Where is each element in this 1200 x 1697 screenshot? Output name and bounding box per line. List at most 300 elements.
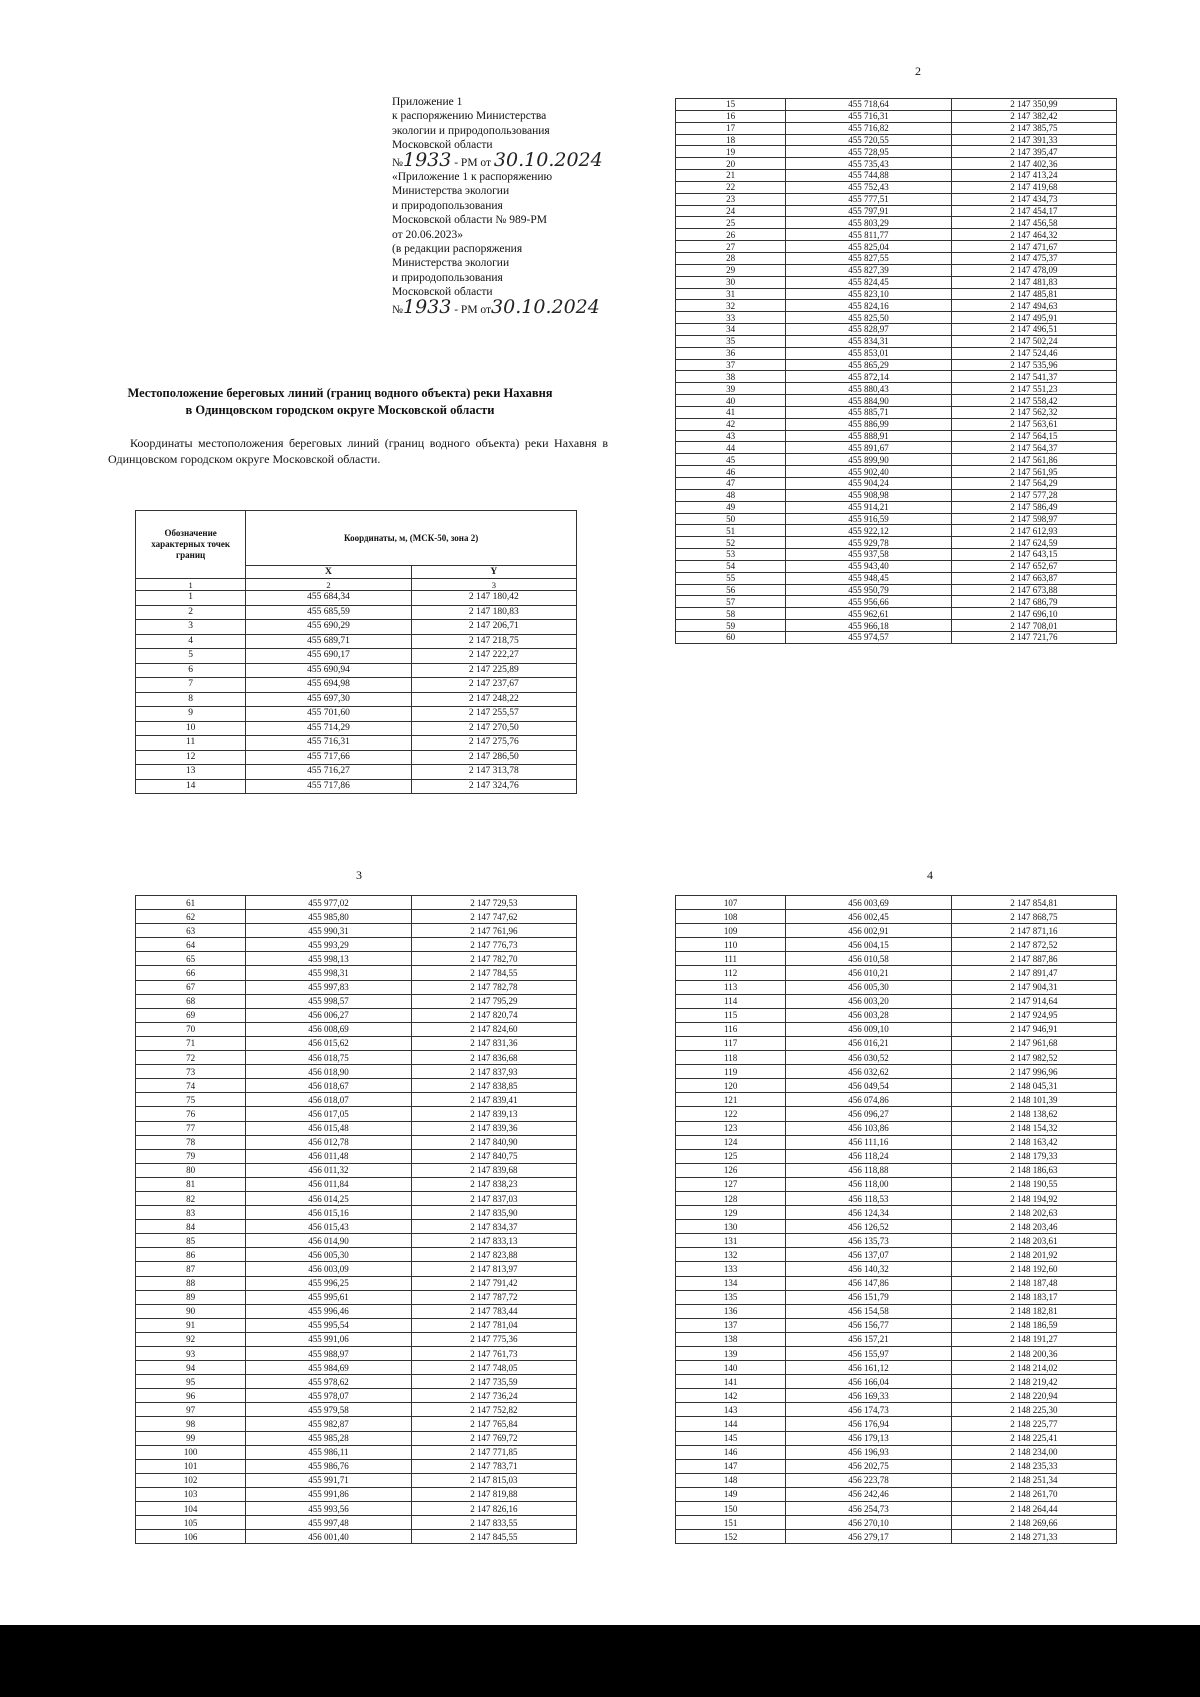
y-coordinate-cell: 2 147 456,58 — [951, 217, 1116, 229]
y-coordinate-cell: 2 147 478,09 — [951, 264, 1116, 276]
table-row — [676, 134, 1117, 146]
y-coordinate-cell: 2 148 202,63 — [951, 1206, 1116, 1220]
point-number-cell: 27 — [676, 241, 786, 253]
table-row — [136, 1220, 577, 1234]
table-row — [136, 1234, 577, 1248]
x-coordinate-cell: 455 714,29 — [246, 721, 411, 736]
y-coordinate-cell: 2 147 820,74 — [411, 1008, 576, 1022]
x-coordinate-cell: 456 161,12 — [786, 1361, 951, 1375]
table-row — [676, 478, 1117, 490]
y-coordinate-cell: 2 148 045,31 — [951, 1079, 1116, 1093]
y-coordinate-cell: 2 148 261,70 — [951, 1487, 1116, 1501]
y-coordinate-cell: 2 147 541,37 — [951, 371, 1116, 383]
table-row — [676, 454, 1117, 466]
x-coordinate-cell: 455 685,59 — [246, 605, 411, 620]
point-number-cell: 109 — [676, 924, 786, 938]
x-coordinate-cell: 455 978,62 — [246, 1375, 411, 1389]
point-number-cell: 122 — [676, 1107, 786, 1121]
x-coordinate-cell: 455 914,21 — [786, 501, 951, 513]
x-coordinate-cell: 455 823,10 — [786, 288, 951, 300]
y-coordinate-cell: 2 147 747,62 — [411, 910, 576, 924]
y-coordinate-cell: 2 147 784,55 — [411, 966, 576, 980]
table-row — [676, 300, 1117, 312]
x-coordinate-cell: 455 690,94 — [246, 663, 411, 678]
point-number-cell: 50 — [676, 513, 786, 525]
x-coordinate-cell: 455 697,30 — [246, 692, 411, 707]
point-number-cell: 136 — [676, 1304, 786, 1318]
y-coordinate-cell: 2 147 813,97 — [411, 1262, 576, 1276]
x-coordinate-cell: 455 690,29 — [246, 620, 411, 635]
point-number-cell: 117 — [676, 1036, 786, 1050]
point-number-cell: 138 — [676, 1332, 786, 1346]
x-coordinate-cell: 455 929,78 — [786, 537, 951, 549]
y-coordinate-cell: 2 147 839,36 — [411, 1121, 576, 1135]
x-coordinate-cell: 455 993,56 — [246, 1502, 411, 1516]
x-coordinate-cell: 456 003,09 — [246, 1262, 411, 1276]
y-coordinate-cell: 2 147 612,93 — [951, 525, 1116, 537]
y-coordinate-cell: 2 147 382,42 — [951, 110, 1116, 122]
x-coordinate-cell: 456 151,79 — [786, 1290, 951, 1304]
y-coordinate-cell: 2 148 201,92 — [951, 1248, 1116, 1262]
table-row — [676, 1516, 1117, 1530]
x-coordinate-cell: 456 137,07 — [786, 1248, 951, 1262]
y-coordinate-cell: 2 147 868,75 — [951, 910, 1116, 924]
y-coordinate-cell: 2 147 887,86 — [951, 952, 1116, 966]
y-coordinate-cell: 2 147 769,72 — [411, 1431, 576, 1445]
y-coordinate-cell: 2 147 823,88 — [411, 1248, 576, 1262]
table-row — [676, 631, 1117, 643]
x-coordinate-cell: 455 718,64 — [786, 99, 951, 111]
table-row — [676, 264, 1117, 276]
document-title — [80, 385, 600, 419]
table-row — [676, 549, 1117, 561]
y-coordinate-cell: 2 148 101,39 — [951, 1093, 1116, 1107]
document-page-4 — [655, 850, 1175, 1620]
x-coordinate-cell: 456 147,86 — [786, 1276, 951, 1290]
table-row — [136, 1262, 577, 1276]
x-coordinate-cell: 455 962,61 — [786, 608, 951, 620]
table-row — [676, 1191, 1117, 1205]
y-coordinate-cell: 2 147 729,53 — [411, 896, 576, 910]
y-coordinate-cell: 2 147 854,81 — [951, 896, 1116, 910]
y-coordinate-cell: 2 147 495,91 — [951, 312, 1116, 324]
x-coordinate-cell: 455 991,06 — [246, 1332, 411, 1346]
y-coordinate-cell: 2 147 837,93 — [411, 1065, 576, 1079]
table-row — [676, 1276, 1117, 1290]
y-coordinate-cell: 2 147 826,16 — [411, 1502, 576, 1516]
table-row — [676, 952, 1117, 966]
annex-line: к распоряжению Министерства — [392, 110, 547, 123]
annex-line: (в редакции распоряжения — [392, 243, 523, 256]
table-row — [676, 241, 1117, 253]
table-row — [676, 146, 1117, 158]
point-number-cell: 80 — [136, 1163, 246, 1177]
y-coordinate-cell: 2 147 761,96 — [411, 924, 576, 938]
point-number-cell: 19 — [676, 146, 786, 158]
x-coordinate-cell: 455 922,12 — [786, 525, 951, 537]
point-number-cell: 114 — [676, 994, 786, 1008]
x-coordinate-cell: 455 797,91 — [786, 205, 951, 217]
x-coordinate-cell: 456 018,75 — [246, 1051, 411, 1065]
table-row — [676, 1177, 1117, 1191]
x-coordinate-cell: 455 950,79 — [786, 584, 951, 596]
point-number-cell: 86 — [136, 1248, 246, 1262]
table-row — [136, 1445, 577, 1459]
table-row — [136, 692, 577, 707]
y-coordinate-cell: 2 147 180,42 — [411, 591, 576, 606]
annex-line: «Приложение 1 к распоряжению — [392, 171, 553, 184]
x-coordinate-cell: 455 899,90 — [786, 454, 951, 466]
document-page-2 — [655, 40, 1175, 840]
x-coordinate-cell: 456 030,52 — [786, 1051, 951, 1065]
table-row — [136, 1487, 577, 1501]
table-row — [676, 560, 1117, 572]
table-row — [136, 910, 577, 924]
table-row — [136, 994, 577, 1008]
point-number-cell: 83 — [136, 1206, 246, 1220]
x-coordinate-cell: 456 018,67 — [246, 1079, 411, 1093]
y-coordinate-cell: 2 148 154,32 — [951, 1121, 1116, 1135]
y-coordinate-cell: 2 148 183,17 — [951, 1290, 1116, 1304]
y-coordinate-cell: 2 147 914,64 — [951, 994, 1116, 1008]
point-number-cell: 21 — [676, 170, 786, 182]
point-number-cell: 54 — [676, 560, 786, 572]
x-coordinate-cell: 455 986,11 — [246, 1445, 411, 1459]
table-row — [676, 229, 1117, 241]
y-coordinate-cell: 2 147 783,71 — [411, 1459, 576, 1473]
point-number-cell: 75 — [136, 1093, 246, 1107]
x-coordinate-cell: 456 011,48 — [246, 1149, 411, 1163]
point-number-cell: 76 — [136, 1107, 246, 1121]
y-coordinate-cell: 2 147 564,29 — [951, 478, 1116, 490]
handwritten-order-date: 30.10.2024 — [493, 148, 603, 171]
point-number-cell: 13 — [136, 765, 246, 780]
y-coordinate-cell: 2 147 598,97 — [951, 513, 1116, 525]
x-coordinate-cell: 455 777,51 — [786, 193, 951, 205]
y-coordinate-cell: 2 148 225,77 — [951, 1417, 1116, 1431]
y-coordinate-cell: 2 147 996,96 — [951, 1065, 1116, 1079]
table-row — [676, 1079, 1117, 1093]
y-coordinate-cell: 2 147 324,76 — [411, 779, 576, 794]
point-number-cell: 139 — [676, 1347, 786, 1361]
table-row — [676, 158, 1117, 170]
x-coordinate-cell: 456 223,78 — [786, 1473, 951, 1487]
y-coordinate-cell: 2 147 652,67 — [951, 560, 1116, 572]
y-coordinate-cell: 2 148 194,92 — [951, 1191, 1116, 1205]
point-number-cell: 104 — [136, 1502, 246, 1516]
point-number-cell: 1 — [136, 591, 246, 606]
handwritten-order-date-2: 30.10.2024 — [491, 295, 600, 318]
point-number-cell: 150 — [676, 1502, 786, 1516]
x-coordinate-cell: 456 018,90 — [246, 1065, 411, 1079]
table-row — [676, 1220, 1117, 1234]
point-number-cell: 152 — [676, 1530, 786, 1544]
y-coordinate-cell: 2 147 815,03 — [411, 1473, 576, 1487]
point-number-cell: 141 — [676, 1375, 786, 1389]
table-row — [136, 1248, 577, 1262]
point-number-cell: 34 — [676, 324, 786, 336]
x-coordinate-cell: 455 888,91 — [786, 430, 951, 442]
point-number-cell: 123 — [676, 1121, 786, 1135]
x-coordinate-cell: 455 853,01 — [786, 347, 951, 359]
table-row — [676, 1022, 1117, 1036]
table-row — [136, 1093, 577, 1107]
table-row — [676, 110, 1117, 122]
y-coordinate-cell: 2 147 836,68 — [411, 1051, 576, 1065]
point-number-cell: 69 — [136, 1008, 246, 1022]
x-coordinate-cell: 456 169,33 — [786, 1389, 951, 1403]
point-number-cell: 112 — [676, 966, 786, 980]
point-number-cell: 40 — [676, 395, 786, 407]
y-coordinate-cell: 2 147 551,23 — [951, 383, 1116, 395]
y-coordinate-cell: 2 148 235,33 — [951, 1459, 1116, 1473]
x-coordinate-cell: 455 904,24 — [786, 478, 951, 490]
point-number-cell: 35 — [676, 335, 786, 347]
table-row — [676, 537, 1117, 549]
table-row — [136, 980, 577, 994]
table-row — [676, 584, 1117, 596]
point-number-cell: 78 — [136, 1135, 246, 1149]
table-row — [676, 1036, 1117, 1050]
table-row — [136, 924, 577, 938]
x-coordinate-cell: 456 202,75 — [786, 1459, 951, 1473]
y-coordinate-cell: 2 147 564,37 — [951, 442, 1116, 454]
point-number-cell: 124 — [676, 1135, 786, 1149]
x-coordinate-cell: 455 716,27 — [246, 765, 411, 780]
x-coordinate-cell: 456 124,34 — [786, 1206, 951, 1220]
x-coordinate-cell: 455 735,43 — [786, 158, 951, 170]
annex-line: от 20.06.2023» — [392, 228, 463, 241]
table-row — [676, 383, 1117, 395]
point-number-cell: 95 — [136, 1375, 246, 1389]
x-coordinate-cell: 455 986,76 — [246, 1459, 411, 1473]
y-coordinate-cell: 2 147 558,42 — [951, 395, 1116, 407]
x-coordinate-cell: 456 017,05 — [246, 1107, 411, 1121]
x-coordinate-cell: 456 010,21 — [786, 966, 951, 980]
y-coordinate-cell: 2 147 395,47 — [951, 146, 1116, 158]
point-number-cell: 59 — [676, 620, 786, 632]
point-number-cell: 28 — [676, 252, 786, 264]
coordinates-table-page-4 — [675, 895, 1117, 1544]
table-row — [676, 489, 1117, 501]
table-row — [676, 1502, 1117, 1516]
point-number-cell: 106 — [136, 1530, 246, 1544]
point-number-cell: 64 — [136, 938, 246, 952]
table-row — [676, 980, 1117, 994]
point-number-cell: 66 — [136, 966, 246, 980]
table-row — [676, 1347, 1117, 1361]
x-coordinate-cell: 456 012,78 — [246, 1135, 411, 1149]
intro-paragraph: Координаты местоположения береговых линий (границ водного объекта) реки Нахавня в Одинцовском городском округе Московской области. — [108, 436, 608, 466]
y-coordinate-cell: 2 148 225,30 — [951, 1403, 1116, 1417]
annex-line: Министерства экологии — [392, 257, 510, 270]
y-coordinate-cell: 2 147 838,23 — [411, 1177, 576, 1191]
y-coordinate-cell: 2 147 946,91 — [951, 1022, 1116, 1036]
x-coordinate-cell: 455 997,48 — [246, 1516, 411, 1530]
table-row — [676, 442, 1117, 454]
y-coordinate-cell: 2 147 496,51 — [951, 324, 1116, 336]
y-coordinate-cell: 2 148 220,94 — [951, 1389, 1116, 1403]
y-coordinate-cell: 2 148 225,41 — [951, 1431, 1116, 1445]
point-number-cell: 74 — [136, 1079, 246, 1093]
point-number-cell: 119 — [676, 1065, 786, 1079]
point-number-cell: 67 — [136, 980, 246, 994]
point-number-cell: 130 — [676, 1220, 786, 1234]
table-row — [676, 395, 1117, 407]
x-coordinate-cell: 455 717,66 — [246, 750, 411, 765]
x-coordinate-cell: 455 985,80 — [246, 910, 411, 924]
x-coordinate-cell: 455 865,29 — [786, 359, 951, 371]
y-coordinate-cell: 2 147 839,68 — [411, 1163, 576, 1177]
point-number-cell: 111 — [676, 952, 786, 966]
point-number-cell: 4 — [136, 634, 246, 649]
x-coordinate-cell: 455 979,58 — [246, 1403, 411, 1417]
header-col-number: 2 — [246, 579, 411, 591]
table-row — [676, 1318, 1117, 1332]
point-number-cell: 42 — [676, 418, 786, 430]
point-number-cell: 85 — [136, 1234, 246, 1248]
table-row — [676, 1417, 1117, 1431]
y-coordinate-cell: 2 147 845,55 — [411, 1530, 576, 1544]
table-row — [676, 312, 1117, 324]
y-coordinate-cell: 2 148 186,63 — [951, 1163, 1116, 1177]
x-coordinate-cell: 455 834,31 — [786, 335, 951, 347]
table-row — [676, 1234, 1117, 1248]
x-coordinate-cell: 455 827,55 — [786, 252, 951, 264]
point-number-cell: 26 — [676, 229, 786, 241]
annex-line: Московской области — [392, 139, 493, 152]
coordinates-table-page-3 — [135, 895, 577, 1544]
x-coordinate-cell: 456 196,93 — [786, 1445, 951, 1459]
table-row — [136, 1163, 577, 1177]
x-coordinate-cell: 455 716,82 — [786, 122, 951, 134]
x-coordinate-cell: 456 016,21 — [786, 1036, 951, 1050]
x-coordinate-cell: 455 824,45 — [786, 276, 951, 288]
x-coordinate-cell: 455 752,43 — [786, 181, 951, 193]
table-row — [676, 1121, 1117, 1135]
table-row — [676, 620, 1117, 632]
order-mid-2: - РМ от — [454, 303, 492, 316]
y-coordinate-cell: 2 147 237,67 — [411, 678, 576, 693]
table-row — [136, 1135, 577, 1149]
point-number-cell: 72 — [136, 1051, 246, 1065]
title-line-2: в Одинцовском городском округе Московской области — [185, 403, 495, 417]
x-coordinate-cell: 455 902,40 — [786, 466, 951, 478]
table-row — [676, 347, 1117, 359]
y-coordinate-cell: 2 148 214,02 — [951, 1361, 1116, 1375]
y-coordinate-cell: 2 147 225,89 — [411, 663, 576, 678]
document-page-1 — [80, 40, 608, 840]
y-coordinate-cell: 2 147 419,68 — [951, 181, 1116, 193]
point-number-cell: 79 — [136, 1149, 246, 1163]
point-number-cell: 61 — [136, 896, 246, 910]
x-coordinate-cell: 455 885,71 — [786, 406, 951, 418]
x-coordinate-cell: 455 991,86 — [246, 1487, 411, 1501]
y-coordinate-cell: 2 148 163,42 — [951, 1135, 1116, 1149]
table-row — [136, 966, 577, 980]
x-coordinate-cell: 456 049,54 — [786, 1079, 951, 1093]
point-number-cell: 144 — [676, 1417, 786, 1431]
y-coordinate-cell: 2 147 696,10 — [951, 608, 1116, 620]
point-number-cell: 110 — [676, 938, 786, 952]
y-coordinate-cell: 2 147 872,52 — [951, 938, 1116, 952]
x-coordinate-cell: 456 126,52 — [786, 1220, 951, 1234]
x-coordinate-cell: 456 096,27 — [786, 1107, 951, 1121]
table-row — [136, 663, 577, 678]
y-coordinate-cell: 2 147 561,86 — [951, 454, 1116, 466]
point-number-cell: 82 — [136, 1191, 246, 1205]
table-row — [676, 252, 1117, 264]
point-number-cell: 131 — [676, 1234, 786, 1248]
point-number-cell: 128 — [676, 1191, 786, 1205]
y-coordinate-cell: 2 147 736,24 — [411, 1389, 576, 1403]
point-number-cell: 151 — [676, 1516, 786, 1530]
point-number-cell: 32 — [676, 300, 786, 312]
table-row — [676, 1332, 1117, 1346]
table-row — [676, 1375, 1117, 1389]
x-coordinate-cell: 455 998,57 — [246, 994, 411, 1008]
y-coordinate-cell: 2 147 782,78 — [411, 980, 576, 994]
x-coordinate-cell: 456 111,16 — [786, 1135, 951, 1149]
x-coordinate-cell: 455 716,31 — [786, 110, 951, 122]
x-coordinate-cell: 455 966,18 — [786, 620, 951, 632]
x-coordinate-cell: 455 891,67 — [786, 442, 951, 454]
point-number-cell: 96 — [136, 1389, 246, 1403]
y-coordinate-cell: 2 147 577,28 — [951, 489, 1116, 501]
table-row — [136, 1206, 577, 1220]
point-number-cell: 18 — [676, 134, 786, 146]
y-coordinate-cell: 2 148 186,59 — [951, 1318, 1116, 1332]
table-row — [136, 1347, 577, 1361]
table-row — [136, 1361, 577, 1375]
table-row — [676, 371, 1117, 383]
x-coordinate-cell: 455 982,87 — [246, 1417, 411, 1431]
x-coordinate-cell: 456 011,84 — [246, 1177, 411, 1191]
x-coordinate-cell: 456 156,77 — [786, 1318, 951, 1332]
table-body — [676, 99, 1117, 644]
point-number-cell: 57 — [676, 596, 786, 608]
x-coordinate-cell: 455 684,34 — [246, 591, 411, 606]
y-coordinate-cell: 2 148 271,33 — [951, 1530, 1116, 1544]
x-coordinate-cell: 455 717,86 — [246, 779, 411, 794]
point-number-cell: 14 — [136, 779, 246, 794]
table-row — [136, 1276, 577, 1290]
point-number-cell: 24 — [676, 205, 786, 217]
point-number-cell: 39 — [676, 383, 786, 395]
y-coordinate-cell: 2 147 708,01 — [951, 620, 1116, 632]
x-coordinate-cell: 456 254,73 — [786, 1502, 951, 1516]
point-number-cell: 98 — [136, 1417, 246, 1431]
table-row — [676, 513, 1117, 525]
y-coordinate-cell: 2 147 673,88 — [951, 584, 1116, 596]
point-number-cell: 89 — [136, 1290, 246, 1304]
table-row — [676, 430, 1117, 442]
table-row — [136, 896, 577, 910]
x-coordinate-cell: 455 985,28 — [246, 1431, 411, 1445]
point-number-cell: 135 — [676, 1290, 786, 1304]
point-number-cell: 133 — [676, 1262, 786, 1276]
y-coordinate-cell: 2 147 721,76 — [951, 631, 1116, 643]
table-row — [676, 1431, 1117, 1445]
table-row — [136, 750, 577, 765]
table-row — [136, 1502, 577, 1516]
point-number-cell: 91 — [136, 1318, 246, 1332]
y-coordinate-cell: 2 147 180,83 — [411, 605, 576, 620]
x-coordinate-cell: 455 728,95 — [786, 146, 951, 158]
y-coordinate-cell: 2 147 819,88 — [411, 1487, 576, 1501]
point-number-cell: 137 — [676, 1318, 786, 1332]
table-row — [136, 1107, 577, 1121]
